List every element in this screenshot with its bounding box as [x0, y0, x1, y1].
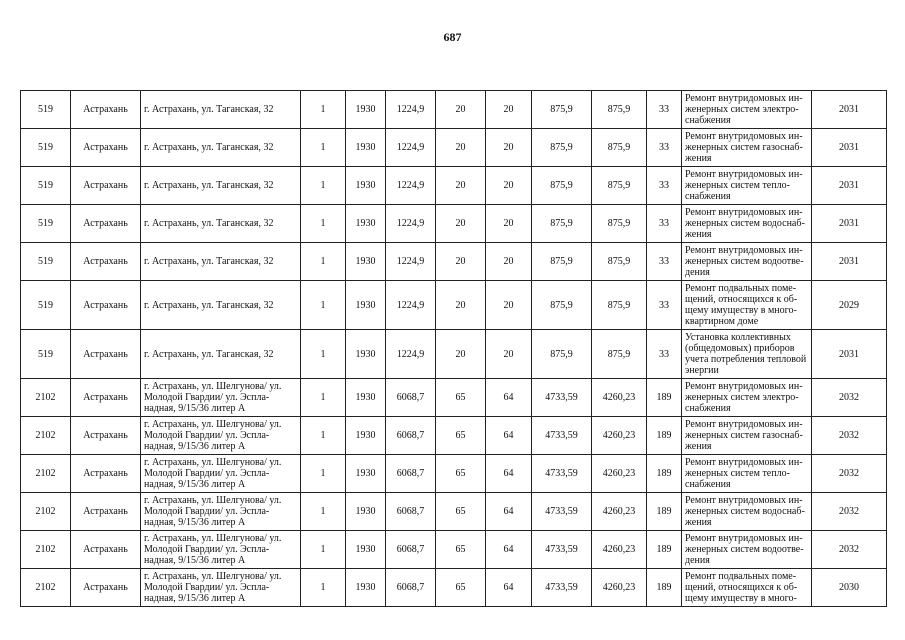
table-row	[21, 330, 887, 379]
cell-count-4: 189	[647, 493, 682, 531]
table-row	[21, 531, 887, 569]
cell-count-2: 65	[436, 531, 486, 569]
cell-year: 1930	[346, 455, 386, 493]
cell-count-1: 1	[301, 167, 346, 205]
cell-area-1: 4733,59	[532, 493, 592, 531]
cell-work-type	[682, 569, 812, 607]
cell-count-1: 1	[301, 91, 346, 129]
cell-area-1: 875,9	[532, 330, 592, 379]
cell-address: г. Астрахань, ул. Таганская, 32	[141, 330, 301, 379]
cell-year: 1930	[346, 417, 386, 455]
cell-work-type: Ремонт внутридомовых ин-женерных систем водоотве-дения	[682, 243, 812, 281]
cell-city: Астрахань	[71, 417, 141, 455]
table-row	[21, 281, 887, 330]
cell-object-id: 519	[21, 91, 71, 129]
cell-total-area: 1224,9	[386, 330, 436, 379]
cell-area-1: 4733,59	[532, 379, 592, 417]
cell-plan-year: 2032	[812, 379, 887, 417]
cell-area-2: 875,9	[592, 281, 647, 330]
cell-total-area: 1224,9	[386, 129, 436, 167]
cell-work-type: Ремонт внутридомовых ин-женерных систем тепло-снабжения	[682, 167, 812, 205]
cell-count-3: 20	[486, 129, 532, 167]
cell-area-2: 875,9	[592, 205, 647, 243]
cell-count-2: 65	[436, 569, 486, 607]
cell-count-3: 20	[486, 167, 532, 205]
cell-count-3: 20	[486, 281, 532, 330]
cell-object-id: 519	[21, 205, 71, 243]
table-row	[21, 91, 887, 129]
cell-count-2: 20	[436, 330, 486, 379]
cell-plan-year: 2032	[812, 455, 887, 493]
cell-total-area: 6068,7	[386, 531, 436, 569]
cell-work-type: Ремонт внутридомовых ин-женерных систем электро-снабжения	[682, 91, 812, 129]
cell-city: Астрахань	[71, 493, 141, 531]
cell-object-id: 519	[21, 243, 71, 281]
cell-count-4: 189	[647, 455, 682, 493]
cell-city: Астрахань	[71, 129, 141, 167]
cell-plan-year: 2031	[812, 243, 887, 281]
cell-count-4: 33	[647, 91, 682, 129]
cell-address: г. Астрахань, ул. Таганская, 32	[141, 167, 301, 205]
cell-work-type: Ремонт внутридомовых ин-женерных систем водоотве-дения	[682, 531, 812, 569]
cell-area-2: 4260,23	[592, 379, 647, 417]
cell-area-2: 875,9	[592, 167, 647, 205]
cell-count-4: 33	[647, 243, 682, 281]
table-row	[21, 129, 887, 167]
cell-count-2: 20	[436, 205, 486, 243]
cell-area-1: 875,9	[532, 167, 592, 205]
cell-city: Астрахань	[71, 243, 141, 281]
cell-count-1: 1	[301, 569, 346, 607]
cell-area-1: 4733,59	[532, 531, 592, 569]
cell-area-1: 4733,59	[532, 569, 592, 607]
cell-city: Астрахань	[71, 531, 141, 569]
cell-address: г. Астрахань, ул. Таганская, 32	[141, 281, 301, 330]
cell-count-2: 20	[436, 167, 486, 205]
cell-plan-year: 2031	[812, 330, 887, 379]
cell-count-1: 1	[301, 205, 346, 243]
cell-count-4: 189	[647, 417, 682, 455]
cell-count-3: 20	[486, 330, 532, 379]
cell-count-1: 1	[301, 330, 346, 379]
cell-object-id: 2102	[21, 379, 71, 417]
cell-total-area: 6068,7	[386, 455, 436, 493]
cell-count-3: 64	[486, 493, 532, 531]
cell-work-type: Ремонт внутридомовых ин-женерных систем электро-снабжения	[682, 379, 812, 417]
cell-address: г. Астрахань, ул. Шелгунова/ ул. Молодой Гвардии/ ул. Эспла-надная, 9/15/36 литер А	[141, 569, 301, 607]
cell-work-type: Ремонт внутридомовых ин-женерных систем газоснаб-жения	[682, 417, 812, 455]
cell-count-3: 64	[486, 531, 532, 569]
cell-count-1: 1	[301, 417, 346, 455]
cell-plan-year: 2032	[812, 531, 887, 569]
cell-count-3: 20	[486, 205, 532, 243]
cell-count-4: 33	[647, 167, 682, 205]
cell-total-area: 6068,7	[386, 417, 436, 455]
table-row	[21, 493, 887, 531]
cell-object-id: 519	[21, 129, 71, 167]
cell-area-2: 875,9	[592, 91, 647, 129]
cell-area-2: 4260,23	[592, 569, 647, 607]
cell-address: г. Астрахань, ул. Таганская, 32	[141, 243, 301, 281]
cell-object-id: 2102	[21, 455, 71, 493]
table-row	[21, 379, 887, 417]
cell-total-area: 6068,7	[386, 379, 436, 417]
cell-address: г. Астрахань, ул. Шелгунова/ ул. Молодой Гвардии/ ул. Эспла-надная, 9/15/36 литер А	[141, 417, 301, 455]
cell-object-id: 519	[21, 281, 71, 330]
table-body	[21, 91, 887, 607]
cell-area-1: 875,9	[532, 129, 592, 167]
cell-work-type: Ремонт внутридомовых ин-женерных систем газоснаб-жения	[682, 129, 812, 167]
cell-count-2: 20	[436, 243, 486, 281]
cell-area-2: 875,9	[592, 243, 647, 281]
cell-city: Астрахань	[71, 91, 141, 129]
cell-city: Астрахань	[71, 281, 141, 330]
cell-count-1: 1	[301, 493, 346, 531]
cell-work-type: Ремонт внутридомовых ин-женерных систем водоснаб-жения	[682, 493, 812, 531]
cell-total-area: 1224,9	[386, 91, 436, 129]
cell-total-area: 6068,7	[386, 569, 436, 607]
cell-year: 1930	[346, 243, 386, 281]
cell-work-type: Ремонт подвальных поме-щений, относящихся к об-щему имуществу в много-квартирном доме	[682, 281, 812, 330]
cell-area-1: 875,9	[532, 91, 592, 129]
cell-count-3: 64	[486, 417, 532, 455]
table-row	[21, 569, 887, 607]
cell-year: 1930	[346, 167, 386, 205]
cell-address: г. Астрахань, ул. Шелгунова/ ул. Молодой Гвардии/ ул. Эспла-надная, 9/15/36 литер А	[141, 531, 301, 569]
cell-area-2: 4260,23	[592, 531, 647, 569]
cell-object-id: 2102	[21, 417, 71, 455]
cell-plan-year: 2031	[812, 167, 887, 205]
cell-work-type-text: Ремонт подвальных поме-щений, относящихся к об-щему имуществу в много-	[685, 571, 798, 604]
cell-object-id: 519	[21, 167, 71, 205]
cell-work-type: Ремонт внутридомовых ин-женерных систем водоснаб-жения	[682, 205, 812, 243]
cell-count-3: 64	[486, 379, 532, 417]
cell-area-1: 875,9	[532, 205, 592, 243]
cell-count-1: 1	[301, 243, 346, 281]
cell-city: Астрахань	[71, 205, 141, 243]
cell-count-2: 20	[436, 91, 486, 129]
cell-plan-year: 2031	[812, 205, 887, 243]
cell-area-1: 875,9	[532, 281, 592, 330]
cell-plan-year: 2032	[812, 417, 887, 455]
cell-year: 1930	[346, 493, 386, 531]
cell-count-4: 189	[647, 531, 682, 569]
cell-count-2: 20	[436, 129, 486, 167]
cell-plan-year: 2030	[812, 569, 887, 607]
cell-plan-year: 2029	[812, 281, 887, 330]
cell-count-2: 65	[436, 417, 486, 455]
cell-object-id: 2102	[21, 569, 71, 607]
cell-area-1: 4733,59	[532, 455, 592, 493]
cell-count-3: 64	[486, 455, 532, 493]
cell-year: 1930	[346, 129, 386, 167]
cell-area-2: 875,9	[592, 129, 647, 167]
table-row	[21, 205, 887, 243]
capital-repair-table	[20, 90, 887, 607]
cell-city: Астрахань	[71, 569, 141, 607]
cell-address: г. Астрахань, ул. Таганская, 32	[141, 205, 301, 243]
cell-total-area: 1224,9	[386, 167, 436, 205]
cell-year: 1930	[346, 281, 386, 330]
cell-count-4: 189	[647, 379, 682, 417]
table-row	[21, 417, 887, 455]
cell-count-1: 1	[301, 455, 346, 493]
cell-count-2: 65	[436, 379, 486, 417]
cell-city: Астрахань	[71, 379, 141, 417]
cell-count-1: 1	[301, 129, 346, 167]
cell-count-4: 33	[647, 129, 682, 167]
cell-count-3: 20	[486, 243, 532, 281]
cell-area-1: 875,9	[532, 243, 592, 281]
cell-city: Астрахань	[71, 330, 141, 379]
cell-year: 1930	[346, 379, 386, 417]
cell-address: г. Астрахань, ул. Шелгунова/ ул. Молодой Гвардии/ ул. Эспла-надная, 9/15/36 литер А	[141, 493, 301, 531]
cell-count-2: 20	[436, 281, 486, 330]
cell-city: Астрахань	[71, 167, 141, 205]
cell-address: г. Астрахань, ул. Шелгунова/ ул. Молодой Гвардии/ ул. Эспла-надная, 9/15/36 литер А	[141, 455, 301, 493]
cell-address: г. Астрахань, ул. Шелгунова/ ул. Молодой Гвардии/ ул. Эспла-надная, 9/15/36 литер А	[141, 379, 301, 417]
cell-year: 1930	[346, 91, 386, 129]
cell-total-area: 1224,9	[386, 205, 436, 243]
cell-object-id: 2102	[21, 531, 71, 569]
cell-plan-year: 2032	[812, 493, 887, 531]
cell-count-2: 65	[436, 493, 486, 531]
cell-count-4: 33	[647, 330, 682, 379]
cell-count-1: 1	[301, 531, 346, 569]
cell-year: 1930	[346, 531, 386, 569]
page-number: 687	[443, 30, 462, 44]
table-row	[21, 167, 887, 205]
cell-count-4: 33	[647, 205, 682, 243]
cell-count-3: 64	[486, 569, 532, 607]
cell-count-2: 65	[436, 455, 486, 493]
cell-plan-year: 2031	[812, 129, 887, 167]
cell-work-type: Ремонт внутридомовых ин-женерных систем тепло-снабжения	[682, 455, 812, 493]
cell-area-1: 4733,59	[532, 417, 592, 455]
cell-object-id: 519	[21, 330, 71, 379]
cell-plan-year: 2031	[812, 91, 887, 129]
cell-count-3: 20	[486, 91, 532, 129]
cell-year: 1930	[346, 205, 386, 243]
cell-count-4: 189	[647, 569, 682, 607]
table-row	[21, 243, 887, 281]
table-row	[21, 455, 887, 493]
cell-count-4: 33	[647, 281, 682, 330]
cell-area-2: 4260,23	[592, 455, 647, 493]
cell-address: г. Астрахань, ул. Таганская, 32	[141, 129, 301, 167]
cell-area-2: 875,9	[592, 330, 647, 379]
cell-object-id: 2102	[21, 493, 71, 531]
cell-year: 1930	[346, 569, 386, 607]
cell-count-1: 1	[301, 379, 346, 417]
cell-address: г. Астрахань, ул. Таганская, 32	[141, 91, 301, 129]
cell-area-2: 4260,23	[592, 417, 647, 455]
cell-year: 1930	[346, 330, 386, 379]
cell-city: Астрахань	[71, 455, 141, 493]
cell-work-type: Установка коллективных (общедомовых) приборов учета потребления тепловой энергии	[682, 330, 812, 379]
cell-total-area: 1224,9	[386, 243, 436, 281]
cell-total-area: 1224,9	[386, 281, 436, 330]
cell-count-1: 1	[301, 281, 346, 330]
cell-area-2: 4260,23	[592, 493, 647, 531]
cell-total-area: 6068,7	[386, 493, 436, 531]
